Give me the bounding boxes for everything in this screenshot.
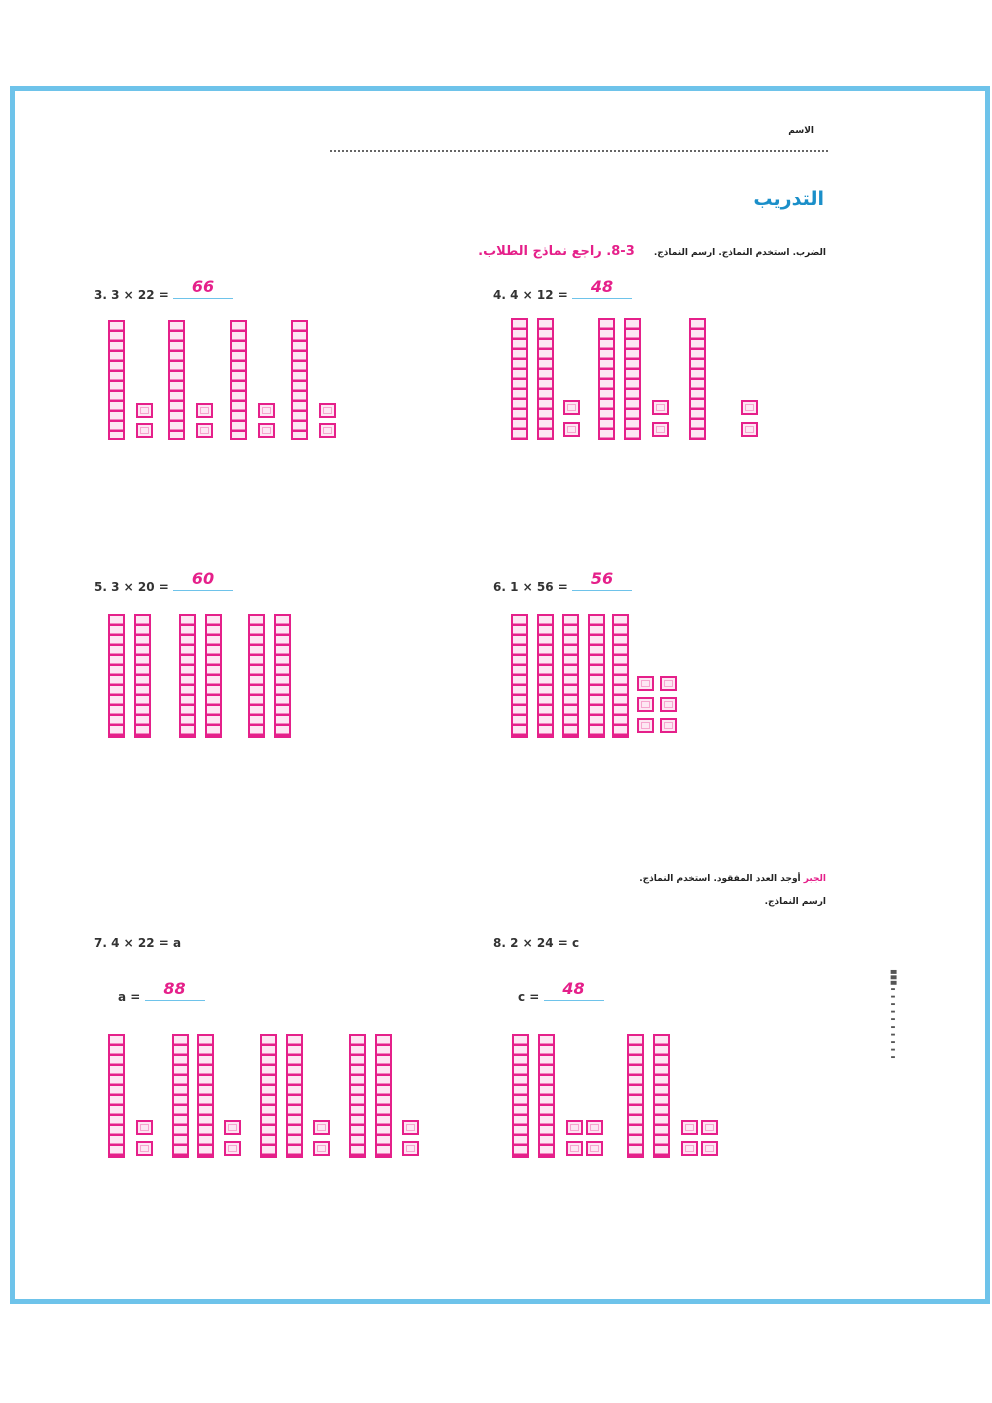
ten-rod	[511, 318, 528, 440]
algebra-text: أوجد العدد المفقود. استخدم النماذج.	[639, 874, 801, 884]
unit-cube	[660, 676, 677, 691]
problem-4	[493, 277, 632, 302]
ten-rod	[108, 320, 125, 440]
unit-cube	[637, 676, 654, 691]
unit-cube	[563, 422, 580, 437]
problem-number: 7.	[94, 936, 107, 950]
unit-cube	[741, 400, 758, 415]
answer-value: 48	[562, 979, 585, 998]
answer-value: 88	[163, 979, 186, 998]
algebra-subtext: ارسم النماذج.	[764, 897, 826, 907]
ten-rod	[108, 1034, 125, 1158]
problem-8	[493, 936, 579, 950]
algebra-heading	[639, 874, 826, 884]
ten-rod	[511, 614, 528, 738]
ten-rod	[230, 320, 247, 440]
instruction-text: الضرب. استخدم النماذج. ارسم النماذج.	[653, 248, 826, 258]
ten-rod	[172, 1034, 189, 1158]
unit-cube	[637, 697, 654, 712]
answer-value: 60	[191, 569, 215, 588]
problem-5	[94, 569, 233, 594]
unit-cube	[586, 1141, 603, 1156]
answer-field[interactable]	[173, 569, 233, 591]
unit-cube	[566, 1141, 583, 1156]
variable-label: a =	[118, 990, 141, 1004]
answer-field[interactable]	[544, 979, 604, 1001]
unit-cube	[660, 718, 677, 733]
unit-cube	[741, 422, 758, 437]
ten-rod	[562, 614, 579, 738]
ten-rod	[134, 614, 151, 738]
ten-rod	[627, 1034, 644, 1158]
unit-cube	[586, 1120, 603, 1135]
unit-cube	[681, 1141, 698, 1156]
problem-expression: 3 × 22 =	[111, 288, 169, 302]
ten-rod	[588, 614, 605, 738]
ten-rod	[612, 614, 629, 738]
variable-label: c =	[518, 990, 540, 1004]
unit-cube	[313, 1141, 330, 1156]
ten-rod	[168, 320, 185, 440]
instruction-answer-note: 3-8. راجع نماذج الطلاب.	[478, 244, 635, 259]
unit-cube	[681, 1120, 698, 1135]
unit-cube	[136, 423, 153, 438]
unit-cube	[136, 1141, 153, 1156]
page-title: التدريب	[753, 188, 824, 210]
unit-cube	[319, 403, 336, 418]
name-label: الاسم	[788, 126, 814, 136]
unit-cube	[701, 1141, 718, 1156]
answer-field[interactable]	[173, 277, 233, 299]
ten-rod	[653, 1034, 670, 1158]
unit-cube	[660, 697, 677, 712]
unit-cube	[196, 423, 213, 438]
problem-number: 3.	[94, 288, 107, 302]
ten-rod	[598, 318, 615, 440]
unit-cube	[258, 423, 275, 438]
ten-rod	[179, 614, 196, 738]
answer-value: 66	[191, 277, 215, 296]
problem-7-variable	[118, 979, 205, 1004]
problem-expression: 3 × 20 =	[111, 580, 169, 594]
problem-number: 4.	[493, 288, 506, 302]
problem-number: 5.	[94, 580, 107, 594]
instructions	[478, 240, 826, 259]
ten-rod	[538, 1034, 555, 1158]
ten-rod	[260, 1034, 277, 1158]
problem-8-variable	[518, 979, 604, 1004]
copyright-note: █ █ █ ▬ ▬ ▬ ▬ ▬ ▬ ▬ ▬ ▬ ▬	[890, 970, 896, 1061]
ten-rod	[689, 318, 706, 440]
ten-rod	[291, 320, 308, 440]
answer-value: 56	[590, 569, 614, 588]
name-line[interactable]	[330, 150, 828, 152]
answer-field[interactable]	[572, 277, 632, 299]
ten-rod	[537, 318, 554, 440]
unit-cube	[637, 718, 654, 733]
ten-rod	[205, 614, 222, 738]
problem-number: 6.	[493, 580, 506, 594]
ten-rod	[108, 614, 125, 738]
page-frame	[10, 86, 990, 1304]
ten-rod	[349, 1034, 366, 1158]
unit-cube	[652, 422, 669, 437]
problem-expression: 4 × 22 = a	[111, 936, 182, 950]
answer-field[interactable]	[572, 569, 632, 591]
unit-cube	[224, 1120, 241, 1135]
problem-expression: 2 × 24 = c	[510, 936, 580, 950]
problem-6	[493, 569, 632, 594]
problem-expression: 4 × 12 =	[510, 288, 568, 302]
unit-cube	[258, 403, 275, 418]
unit-cube	[136, 1120, 153, 1135]
problem-3	[94, 277, 233, 302]
problem-expression: 1 × 56 =	[510, 580, 568, 594]
problem-7	[94, 936, 181, 950]
problem-number: 8.	[493, 936, 506, 950]
unit-cube	[402, 1141, 419, 1156]
ten-rod	[512, 1034, 529, 1158]
unit-cube	[563, 400, 580, 415]
unit-cube	[319, 423, 336, 438]
ten-rod	[624, 318, 641, 440]
unit-cube	[196, 403, 213, 418]
unit-cube	[701, 1120, 718, 1135]
unit-cube	[136, 403, 153, 418]
ten-rod	[197, 1034, 214, 1158]
ten-rod	[537, 614, 554, 738]
unit-cube	[402, 1120, 419, 1135]
algebra-label: الجبر	[803, 874, 826, 884]
ten-rod	[274, 614, 291, 738]
ten-rod	[248, 614, 265, 738]
ten-rod	[286, 1034, 303, 1158]
answer-value: 48	[590, 277, 614, 296]
unit-cube	[313, 1120, 330, 1135]
unit-cube	[652, 400, 669, 415]
ten-rod	[375, 1034, 392, 1158]
unit-cube	[224, 1141, 241, 1156]
unit-cube	[566, 1120, 583, 1135]
answer-field[interactable]	[145, 979, 205, 1001]
